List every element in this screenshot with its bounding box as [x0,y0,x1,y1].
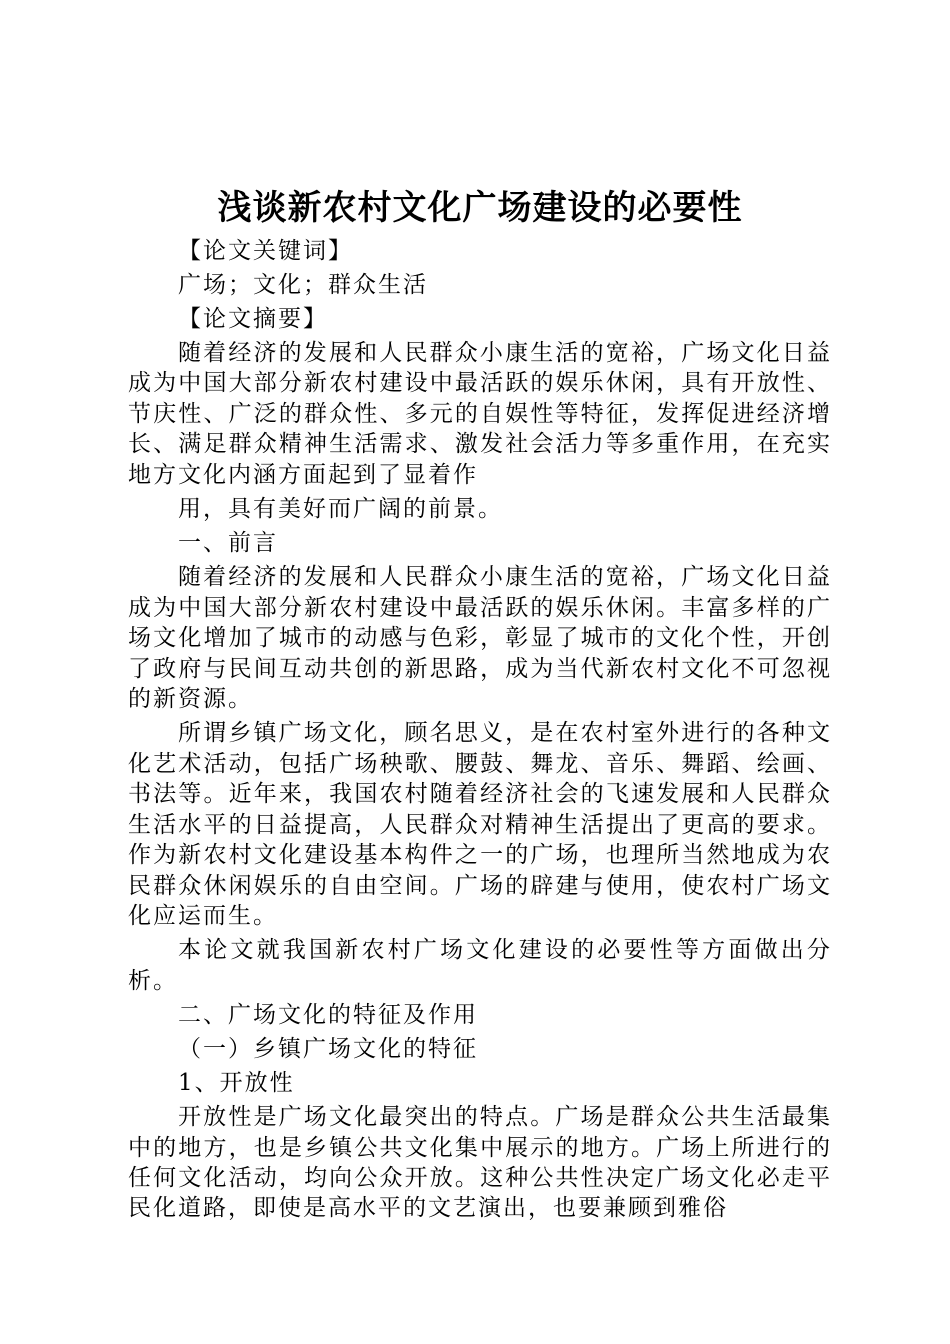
section-heading-features: 二、广场文化的特征及作用 [178,1002,478,1029]
document-page [128,188,832,1228]
abstract-paragraph: 随着经济的发展和人民群众小康生活的宽裕，广场文化日益成为中国大部分新农村建设中最活跃的娱乐休闲，具有开放性、节庆性、广泛的群众性、多元的自娱性等特征，发挥促进经济增长、满足群众精神生活需求、激发社会活力等多重作用，在充实地方文化内涵方面起到了显着作 [128,340,832,488]
body-paragraph: 本论文就我国新农村广场文化建设的必要性等方面做出分析。 [128,937,832,994]
body-paragraph: 开放性是广场文化最突出的特点。广场是群众公共生活最集中的地方，也是乡镇公共文化集中展示的地方。广场上所进行的任何文化活动，均向公众开放。这种公共性决定广场文化必走平民化道路，即使是高水平的文艺演出，也要兼顾到雅俗 [128,1104,832,1222]
item-heading: 1、开放性 [178,1070,295,1097]
body-paragraph: 随着经济的发展和人民群众小康生活的宽裕，广场文化日益成为中国大部分新农村建设中最活跃的娱乐休闲。丰富多样的广场文化增加了城市的动感与色彩，彰显了城市的文化个性，开创了政府与民间互动共创的新思路，成为当代新农村文化不可忽视的新资源。 [128,564,832,713]
keywords-label: 【论文关键词】 [178,238,353,264]
keywords-text: 广场；文化；群众生活 [178,272,428,298]
subsection-heading: （一）乡镇广场文化的特征 [178,1036,478,1063]
abstract-label: 【论文摘要】 [178,306,328,332]
abstract-paragraph-continued: 用，具有美好而广阔的前景。 [178,496,503,523]
document-title: 浅谈新农村文化广场建设的必要性 [217,188,743,228]
body-paragraph: 所谓乡镇广场文化，顾名思义，是在农村室外进行的各种文化艺术活动，包括广场秧歌、腰鼓、舞龙、音乐、舞蹈、绘画、书法等。近年来，我国农村随着经济社会的飞速发展和人民群众生活水平的日益提高，人民群众对精神生活提出了更高的要求。作为新农村文化建设基本构件之一的广场，也理所当然地成为农民群众休闲娱乐的自由空间。广场的辟建与使用，使农村广场文化应运而生。 [128,720,832,929]
section-heading-preface: 一、前言 [178,530,278,557]
